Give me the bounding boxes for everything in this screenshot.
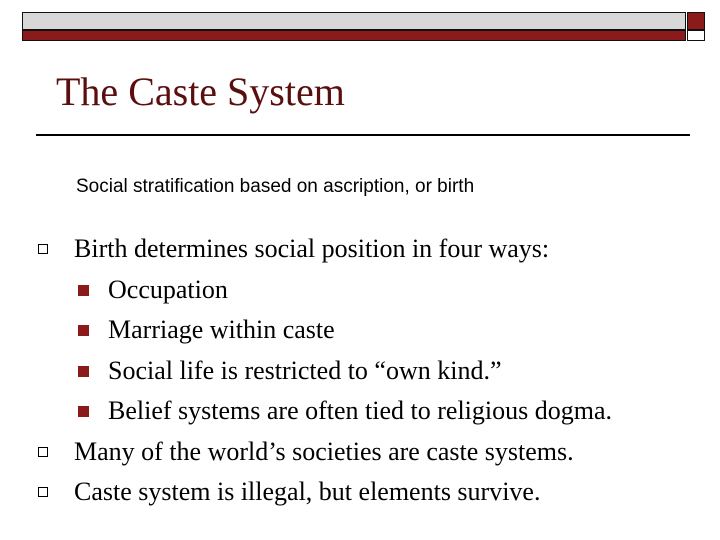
open-square-icon <box>38 447 48 457</box>
list-item <box>36 475 706 516</box>
filled-square-icon <box>78 366 89 377</box>
slide-title: The Caste System <box>56 69 345 114</box>
list-item <box>36 435 706 476</box>
list-item <box>36 232 706 273</box>
sub-bullet-text: Occupation <box>108 274 228 304</box>
sub-bullet-text: Marriage within caste <box>108 315 335 344</box>
sub-bullet-text: Belief systems are often tied to religious dogma. <box>108 396 612 425</box>
sub-list-item <box>36 313 706 354</box>
sub-list-item <box>36 394 706 435</box>
filled-square-icon <box>78 325 89 336</box>
top-bar-gray <box>22 12 686 30</box>
bullet-list <box>36 232 706 516</box>
sub-list-item <box>36 273 706 314</box>
bullet-text: Birth determines social position in four ways: <box>74 234 550 263</box>
bullet-text: Many of the world’s societies are caste systems. <box>74 436 574 466</box>
open-square-icon <box>38 244 48 254</box>
filled-square-icon <box>78 406 89 417</box>
sub-bullet-text: Social life is restricted to “own kind.” <box>108 355 502 385</box>
top-bar-red <box>22 30 686 41</box>
title-divider <box>36 134 690 136</box>
corner-square-white <box>687 30 705 41</box>
sub-list-item <box>36 354 706 395</box>
corner-square-red <box>687 12 705 30</box>
slide-subtitle: Social stratification based on ascription, or birth <box>76 176 475 197</box>
open-square-icon <box>38 487 48 497</box>
filled-square-icon <box>78 285 89 296</box>
bullet-text: Caste system is illegal, but elements survive. <box>74 477 541 506</box>
